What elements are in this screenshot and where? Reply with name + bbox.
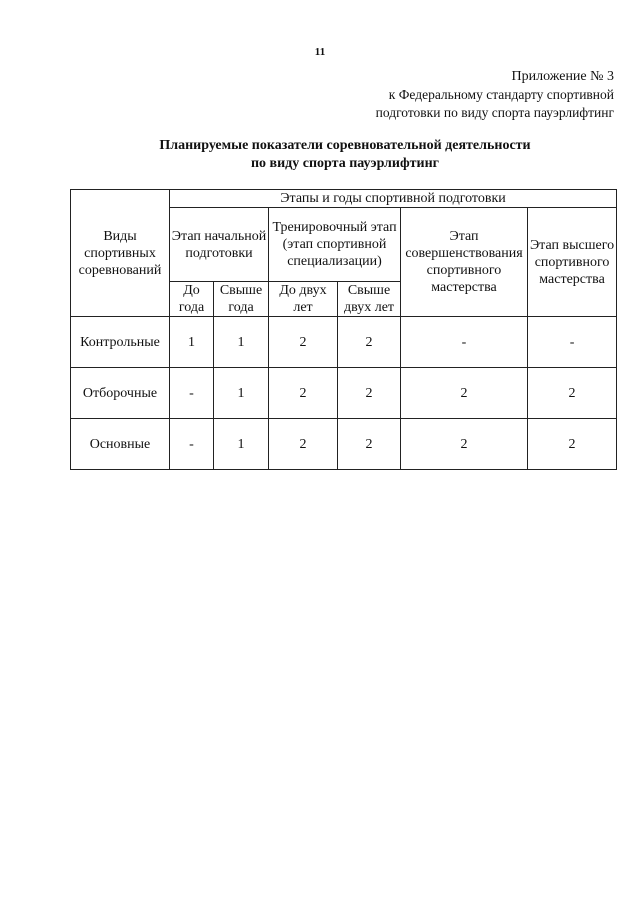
competition-metrics-table (70, 189, 617, 470)
stages-group-header: Этапы и годы спортивной подготовки (170, 190, 617, 208)
table-cell: 1 (214, 368, 269, 419)
table-row (71, 317, 617, 368)
table-cell: 2 (528, 368, 617, 419)
table-cell: 2 (338, 317, 401, 368)
appendix-number: Приложение № 3 (511, 69, 614, 84)
table-row (71, 368, 617, 419)
table-cell: 2 (338, 419, 401, 470)
table-cell: 2 (401, 368, 528, 419)
table-cell: - (170, 419, 214, 470)
year-header: Свыше года (214, 282, 269, 317)
table-cell: 2 (401, 419, 528, 470)
year-header: Свыше двух лет (338, 282, 401, 317)
row-label: Основные (71, 419, 170, 470)
table-cell: 2 (269, 368, 338, 419)
table-row (71, 419, 617, 470)
table-cell: 2 (528, 419, 617, 470)
stage-header-improvement: Этап совершенствования спортивного мастерства (401, 208, 528, 317)
table-cell: 2 (269, 317, 338, 368)
table-cell: - (401, 317, 528, 368)
appendix-sport: подготовки по виду спорта пауэрлифтинг (375, 105, 614, 120)
competition-type-header: Виды спортивных соревнований (71, 190, 170, 317)
appendix-header (314, 68, 614, 122)
page-number: 11 (314, 46, 326, 58)
row-label: Контрольные (71, 317, 170, 368)
year-header: До двух лет (269, 282, 338, 317)
table-cell: - (528, 317, 617, 368)
row-label: Отборочные (71, 368, 170, 419)
document-title-line-2: по виду спорта пауэрлифтинг (250, 156, 440, 171)
table-cell: 1 (170, 317, 214, 368)
table-cell: 1 (214, 419, 269, 470)
table-cell: - (170, 368, 214, 419)
year-header: До года (170, 282, 214, 317)
appendix-reference: к Федеральному стандарту спортивной (388, 87, 614, 102)
table-cell: 1 (214, 317, 269, 368)
document-title-line-1: Планируемые показатели соревновательной деятельности (159, 138, 531, 153)
table-cell: 2 (338, 368, 401, 419)
stage-header-training: Тренировочный этап (этап спортивной специализации) (269, 208, 401, 282)
stage-header-initial: Этап начальной подготовки (170, 208, 269, 282)
table-header-row (71, 190, 617, 208)
document-title (0, 137, 640, 173)
stage-header-highest: Этап высшего спортивного мастерства (528, 208, 617, 317)
table-cell: 2 (269, 419, 338, 470)
